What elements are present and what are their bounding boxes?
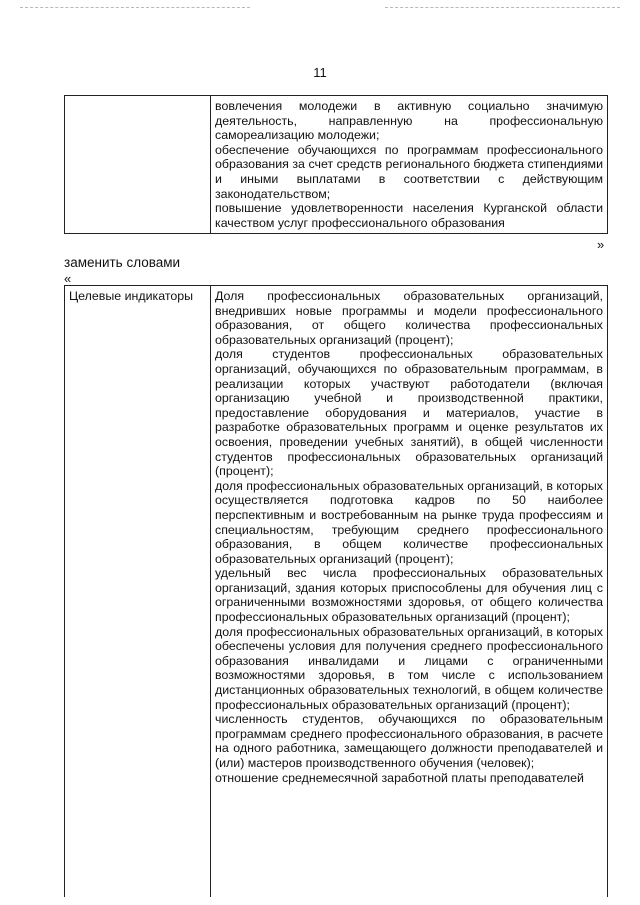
page-number: 11	[313, 65, 327, 80]
indicator-paragraph: доля профессиональных образовательных организаций, в которых обеспечены условия для получения среднего профессионального образования инвалидами и лицами с ограниченными возможностями здоровья, в том числе с использованием дистанционных образовательных технологий, в общем количестве профессиональных образовательных организаций (процент);	[215, 624, 603, 712]
indicator-paragraph: доля студентов профессиональных образовательных организаций, обучающихся по образовательным программам, в реализации которых участвуют работодатели (включая организацию учебной и производственной практики, предоставление оборудования и материалов, участие в разработке образовательных программ и оценке результатов их освоения, проведении учебных занятий), в общей численности студентов профессиональных образовательных организаций (процент);	[215, 347, 603, 479]
goal-paragraph: вовлечения молодежи в активную социально значимую деятельность, направленную на профессиональную самореализацию молодежи;	[215, 99, 603, 143]
table-target-indicators	[64, 285, 608, 897]
indicator-paragraph: Доля профессиональных образовательных организаций, внедривших новые программы и модели профессионального образования, от общего количества профессиональных образовательных организаций (процент);	[215, 289, 603, 347]
closing-quote: »	[597, 237, 605, 252]
indicator-paragraph: численность студентов, обучающихся по образовательным программам среднего профессионального образования, в расчете на одного работника, замещающего должности преподавателей и (или) мастеров производственного обучения (человек);	[215, 712, 603, 770]
goal-paragraph: повышение удовлетворенности населения Курганской области качеством услуг профессионального образования	[215, 201, 603, 230]
table-content-cell	[211, 96, 607, 233]
table-label-cell	[65, 96, 211, 233]
indicator-paragraph: удельный вес числа профессиональных образовательных организаций, здания которых приспособлены для обучения лиц с ограниченными возможностями здоровья, от общего количества профессиональных образовательных организаций (процент);	[215, 566, 603, 625]
indicator-paragraph: доля профессиональных образовательных организаций, в которых осуществляется подготовка кадров по 50 наиболее перспективным и востребованным на рынке труда профессиям и специальностям, требующим среднего профессионального образования, в общем количестве профессиональных образовательных организаций (процент);	[215, 478, 603, 566]
opening-quote: «	[64, 271, 72, 286]
indicator-paragraph: отношение среднемесячной заработной платы преподавателей	[215, 770, 584, 785]
goal-paragraph: обеспечение обучающихся по программам профессионального образования за счет средств регионального бюджета стипендиями и иными выплатами в соответствии с действующим законодательством;	[215, 142, 603, 201]
table-label-cell: Целевые индикаторы	[65, 286, 211, 897]
table-goals-continuation	[64, 95, 608, 234]
scan-artifact-line-right	[385, 7, 620, 8]
replace-instruction: заменить словами	[64, 255, 181, 270]
scan-artifact-line-left	[20, 7, 250, 8]
table-content-cell	[211, 286, 607, 897]
